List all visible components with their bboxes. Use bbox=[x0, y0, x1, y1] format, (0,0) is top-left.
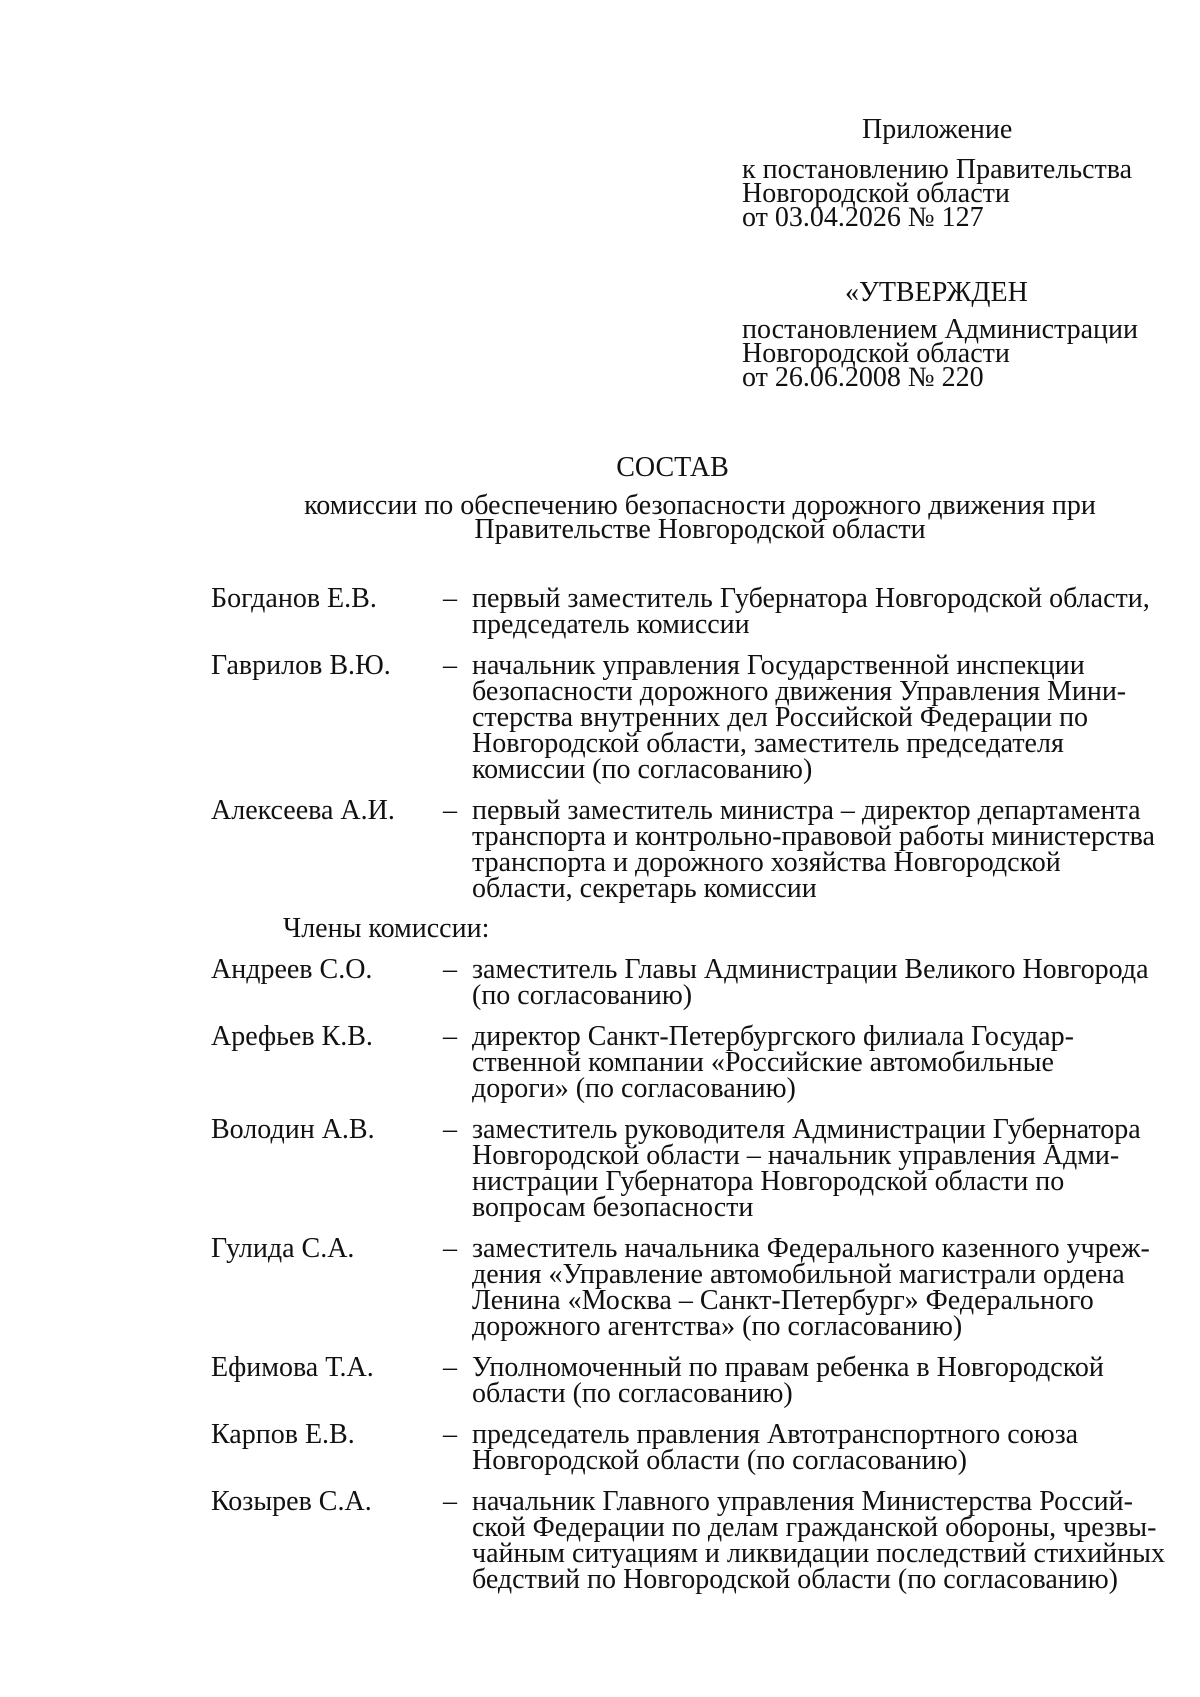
position-line: Новгородской области (по согласованию) bbox=[472, 1445, 967, 1476]
appendix-reference bbox=[742, 154, 1133, 233]
member-name: Богданов Е.В. bbox=[211, 583, 377, 614]
document-subtitle bbox=[200, 490, 1200, 545]
position-line: комиссии (по согласованию) bbox=[472, 754, 813, 785]
member-position bbox=[472, 650, 1171, 785]
approval-reference-line: Новгородской области bbox=[742, 338, 1010, 369]
position-line: (по согласованию) bbox=[472, 980, 693, 1011]
position-line: Уполномоченный по правам ребенка в Новгородской bbox=[472, 1352, 1104, 1383]
appendix-reference-line: от 03.04.2026 № 127 bbox=[742, 202, 984, 233]
member-position bbox=[472, 1114, 1171, 1223]
position-line: заместитель Главы Администрации Великого Новгорода bbox=[472, 954, 1149, 985]
position-line: заместитель руководителя Администрации Губернатора bbox=[472, 1114, 1141, 1145]
member-position bbox=[472, 1021, 1171, 1104]
position-line: чайным ситуациям и ликвидации последствий стихийных bbox=[472, 1538, 1165, 1569]
list-item bbox=[211, 650, 1171, 785]
position-line: области, секретарь комиссии bbox=[472, 873, 817, 904]
dash-separator: – bbox=[443, 795, 457, 826]
list-item bbox=[211, 1233, 1171, 1342]
approval-reference-line: от 26.06.2008 № 220 bbox=[742, 362, 984, 393]
dash-separator: – bbox=[443, 1114, 457, 1145]
member-name: Арефьев К.В. bbox=[211, 1021, 373, 1052]
position-line: нистрации Губернатора Новгородской области по bbox=[472, 1166, 1065, 1197]
position-line: Новгородской области, заместитель председателя bbox=[472, 728, 1064, 759]
approval-title: «УТВЕРЖДЕН bbox=[845, 277, 1028, 308]
member-name: Ефимова Т.А. bbox=[211, 1352, 374, 1383]
member-position bbox=[472, 795, 1171, 904]
members-heading: Члены комиссии: bbox=[283, 913, 490, 944]
position-line: вопросам безопасности bbox=[472, 1192, 754, 1223]
position-line: дорожного агентства» (по согласованию) bbox=[472, 1311, 963, 1342]
list-item bbox=[211, 1486, 1171, 1595]
document-subtitle-line: Правительстве Новгородской области bbox=[474, 514, 926, 545]
position-line: ственной компании «Российские автомобильные bbox=[472, 1047, 1054, 1078]
member-position bbox=[472, 1419, 1171, 1476]
appendix-reference-line: к постановлению Правительства bbox=[742, 154, 1133, 185]
member-position bbox=[472, 954, 1171, 1011]
approval-reference bbox=[742, 314, 1138, 393]
position-line: Новгородской области – начальник управления Адми- bbox=[472, 1140, 1120, 1171]
appendix-title: Приложение bbox=[862, 114, 1013, 145]
member-position bbox=[472, 583, 1171, 640]
position-line: начальник управления Государственной инспекции bbox=[472, 650, 1085, 681]
position-line: дороги» (по согласованию) bbox=[472, 1073, 796, 1104]
list-item bbox=[211, 1352, 1171, 1409]
member-name: Андреев С.О. bbox=[211, 954, 373, 985]
position-line: ской Федерации по делам гражданской обороны, чрезвы- bbox=[472, 1512, 1157, 1543]
position-line: стерства внутренних дел Российской Федерации по bbox=[472, 702, 1089, 733]
position-line: начальник Главного управления Министерства Россий- bbox=[472, 1486, 1133, 1517]
list-item bbox=[211, 1114, 1171, 1223]
position-line: транспорта и дорожного хозяйства Новгородской bbox=[472, 847, 1061, 878]
position-line: заместитель начальника Федерального казенного учреж- bbox=[472, 1233, 1150, 1264]
dash-separator: – bbox=[443, 1021, 457, 1052]
document-subtitle-line: комиссии по обеспечению безопасности дорожного движения при bbox=[304, 490, 1096, 521]
member-name: Гулида С.А. bbox=[211, 1233, 355, 1264]
member-name: Козырев С.А. bbox=[211, 1486, 372, 1517]
position-line: директор Санкт-Петербургского филиала Государ- bbox=[472, 1021, 1074, 1052]
member-name: Володин А.В. bbox=[211, 1114, 375, 1145]
list-item bbox=[211, 795, 1171, 904]
dash-separator: – bbox=[443, 1233, 457, 1264]
position-line: дения «Управление автомобильной магистрали ордена bbox=[472, 1259, 1125, 1290]
dash-separator: – bbox=[443, 650, 457, 681]
list-item bbox=[211, 583, 1171, 640]
dash-separator: – bbox=[443, 1486, 457, 1517]
position-line: первый заместитель Губернатора Новгородской области, bbox=[472, 583, 1150, 614]
position-line: бедствий по Новгородской области (по согласованию) bbox=[472, 1564, 1118, 1595]
list-item bbox=[211, 954, 1171, 1011]
position-line: председатель комиссии bbox=[472, 609, 750, 640]
dash-separator: – bbox=[443, 583, 457, 614]
member-position bbox=[472, 1486, 1171, 1595]
member-name: Алексеева А.И. bbox=[211, 795, 395, 826]
position-line: председатель правления Автотранспортного союза bbox=[472, 1419, 1079, 1450]
dash-separator: – bbox=[443, 1419, 457, 1450]
member-name: Гаврилов В.Ю. bbox=[211, 650, 391, 681]
list-item bbox=[211, 1419, 1171, 1476]
document-title: СОСТАВ bbox=[616, 452, 729, 483]
position-line: области (по согласованию) bbox=[472, 1378, 793, 1409]
position-line: безопасности дорожного движения Управления Мини- bbox=[472, 676, 1127, 707]
commission-list bbox=[211, 583, 1171, 1595]
dash-separator: – bbox=[443, 1352, 457, 1383]
member-position bbox=[472, 1352, 1171, 1409]
position-line: первый заместитель министра – директор департамента bbox=[472, 795, 1141, 826]
approval-reference-line: постановлением Администрации bbox=[742, 314, 1138, 345]
member-name: Карпов Е.В. bbox=[211, 1419, 355, 1450]
position-line: транспорта и контрольно-правовой работы министерства bbox=[472, 821, 1155, 852]
list-item bbox=[211, 1021, 1171, 1104]
position-line: Ленина «Москва – Санкт-Петербург» Федерального bbox=[472, 1285, 1094, 1316]
appendix-reference-line: Новгородской области bbox=[742, 178, 1010, 209]
dash-separator: – bbox=[443, 954, 457, 985]
member-position bbox=[472, 1233, 1171, 1342]
